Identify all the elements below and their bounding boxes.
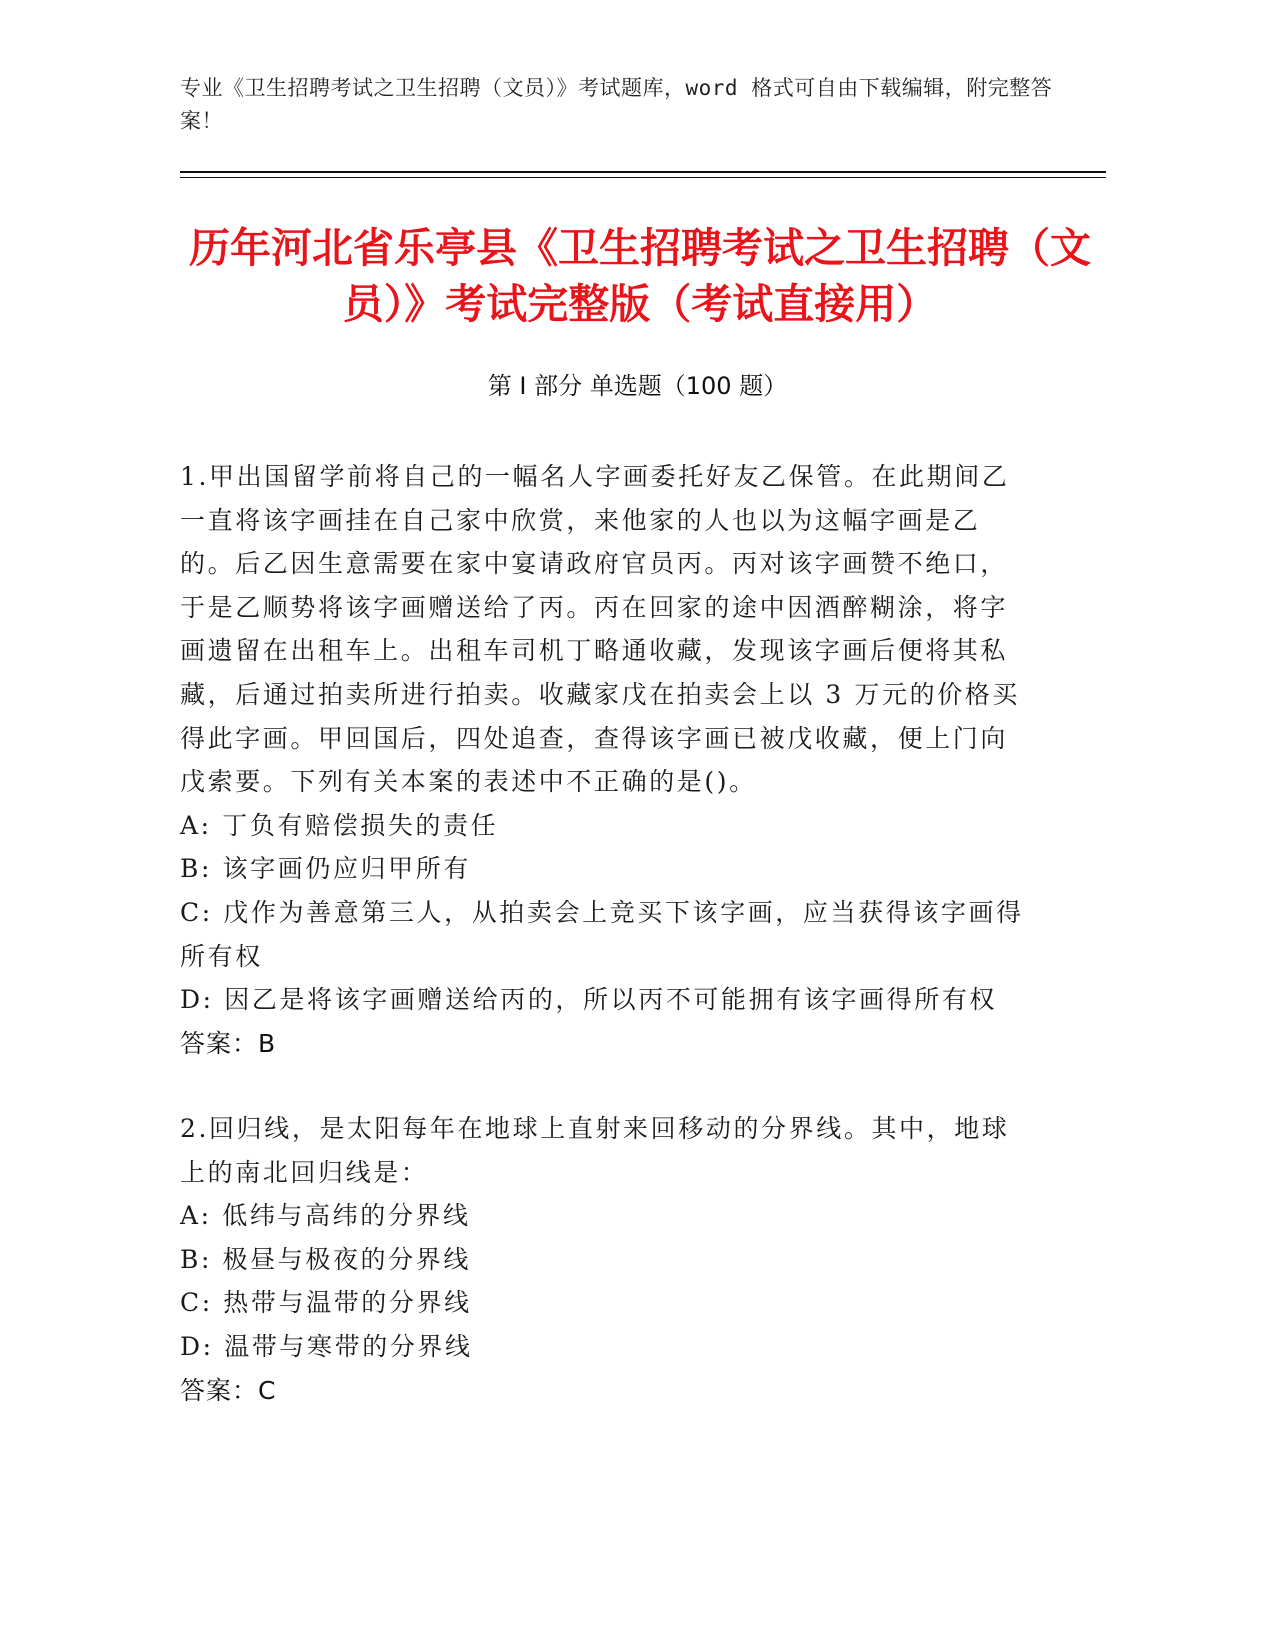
option-d: D: 因乙是将该字画赠送给丙的，所以丙不可能拥有该字画得所有权	[180, 985, 998, 1015]
section-title: 第 I 部分 单选题（100 题）	[487, 372, 788, 400]
document-title: 历年河北省乐亭县《卫生招聘考试之卫生招聘（文员）》考试完整版（考试直接用）	[189, 224, 1091, 328]
question-2	[180, 1107, 1030, 1412]
header-divider-thin	[180, 177, 1106, 178]
option-c: C: 戊作为善意第三人，从拍卖会上竞买下该字画，应当获得该字画得所有权	[180, 897, 1024, 971]
option-b: B: 极昼与极夜的分界线	[180, 1244, 471, 1274]
answer-label: 答案：B	[180, 1028, 277, 1058]
header-note: 专业《卫生招聘考试之卫生招聘（文员）》考试题库，word 格式可自由下载编辑，附完整答案！	[180, 76, 1053, 133]
option-c: C: 热带与温带的分界线	[180, 1288, 472, 1318]
answer-label: 答案：C	[180, 1375, 277, 1405]
header-divider-thick	[180, 171, 1106, 173]
question-stem: 1.甲出国留学前将自己的一幅名人字画委托好友乙保管。在此期间乙一直将该字画挂在自己家中欣赏，来他家的人也以为这幅字画是乙的。后乙因生意需要在家中宴请政府官员丙。丙对该字画赞不绝口，于是乙顺势将该字画赠送给了丙。丙在回家的途中因酒醉糊涂，将字画遗留在出租车上。出租车司机丁略通收藏，发现该字画后便将其私藏，后通过拍卖所进行拍卖。收藏家戊在拍卖会上以 3 万元的价格买得此字画。甲回国后，四处追查，查得该字画已被戊收藏，便上门向戊索要。下列有关本案的表述中不正确的是()。	[180, 462, 1021, 797]
option-d: D: 温带与寒带的分界线	[180, 1331, 473, 1361]
question-1	[180, 455, 1030, 1065]
option-a: A: 丁负有赔偿损失的责任	[180, 810, 499, 840]
option-a: A: 低纬与高纬的分界线	[180, 1201, 471, 1231]
question-stem: 2.回归线，是太阳每年在地球上直射来回移动的分界线。其中，地球上的南北回归线是：	[180, 1114, 1010, 1187]
option-b: B: 该字画仍应归甲所有	[180, 854, 471, 884]
